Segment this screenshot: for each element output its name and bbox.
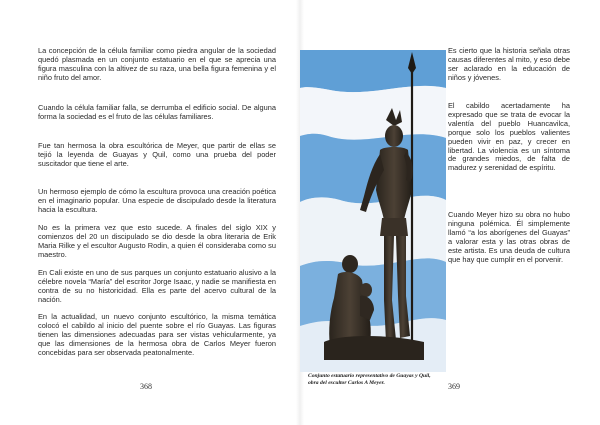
paragraph: Cuando la célula familiar falla, se derrumba el edificio social. De alguna forma la sociedad es el fruto de las células familiares. [38,103,276,121]
paragraph: No es la primera vez que esto sucede. A finales del siglo XIX y comienzos del 20 un discipulado se dio desde la obra literaria de Erik Maria Rilke y el escultor Augusto Rodin, a quien él consideraba como su maestro. [38,223,276,259]
page-number: 369 [448,382,460,391]
paragraph: La concepción de la célula familiar como piedra angular de la sociedad quedó plasmada en un conjunto estatuario en el que se aprecia una figura masculina con la altivez de su raza, una bella figura femenina y el niño fruto del amor. [38,46,276,82]
paragraph: El cabildo acertadamente ha expresado que se trata de evocar la valentía del pueblo Huancavilca, porque solo los pueblos valientes pueden vivir en paz, y crecer en libertad. La violencia es un síntoma de grandes miedos, de falta de madurez y serenidad de espíritu. [448,101,570,173]
paragraph: En la actualidad, un nuevo conjunto escultórico, la misma temática colocó el cabildo al inicio del puente sobre el río Guayas. Las figuras tienen las dimensiones adecuadas para ser vistas vehicularmente, ya que las dimensiones de la hermosa obra de Carlos Meyer fueron concebidas para ser observada peatonalmente. [38,312,276,357]
paragraph: Un hermoso ejemplo de cómo la escultura provoca una creación poética en el imaginario popular. Una especie de discipulado desde la literatura hacia la escultura. [38,187,276,214]
page-number: 368 [140,382,152,391]
right-page [300,0,600,425]
statue-illustration [300,50,446,372]
paragraph: Es cierto que la historia señala otras causas diferentes al mito, y eso debe ser aclarado en la educación de niños y jóvenes. [448,46,571,82]
photo-caption: Conjunto estatuario representativo de Guayas y Quil, obra del escultor Carlos A Meyer. [308,373,431,386]
paragraph: Cuando Meyer hizo su obra no hubo ninguna polémica. Él simplemente llamó “a los aborígenes del Guayas” a valorar esta y las otras obras de este artista. Es una deuda de cultura que hay que cumplir en el porvenir. [448,210,570,264]
paragraph: En Cali existe en uno de sus parques un conjunto estatuario alusivo a la célebre novela “María” del escritor Jorge Isaac, y nadie se manifiesta en contra de su no historicidad. Ella es parte del acervo cultural de la nación. [38,268,276,304]
paragraph: Fue tan hermosa la obra escultórica de Meyer, que partir de ellas se tejió la leyenda de Guayas y Quil, como una prueba del poder suscitador que tiene el arte. [38,141,276,168]
statue-photo [300,50,446,386]
